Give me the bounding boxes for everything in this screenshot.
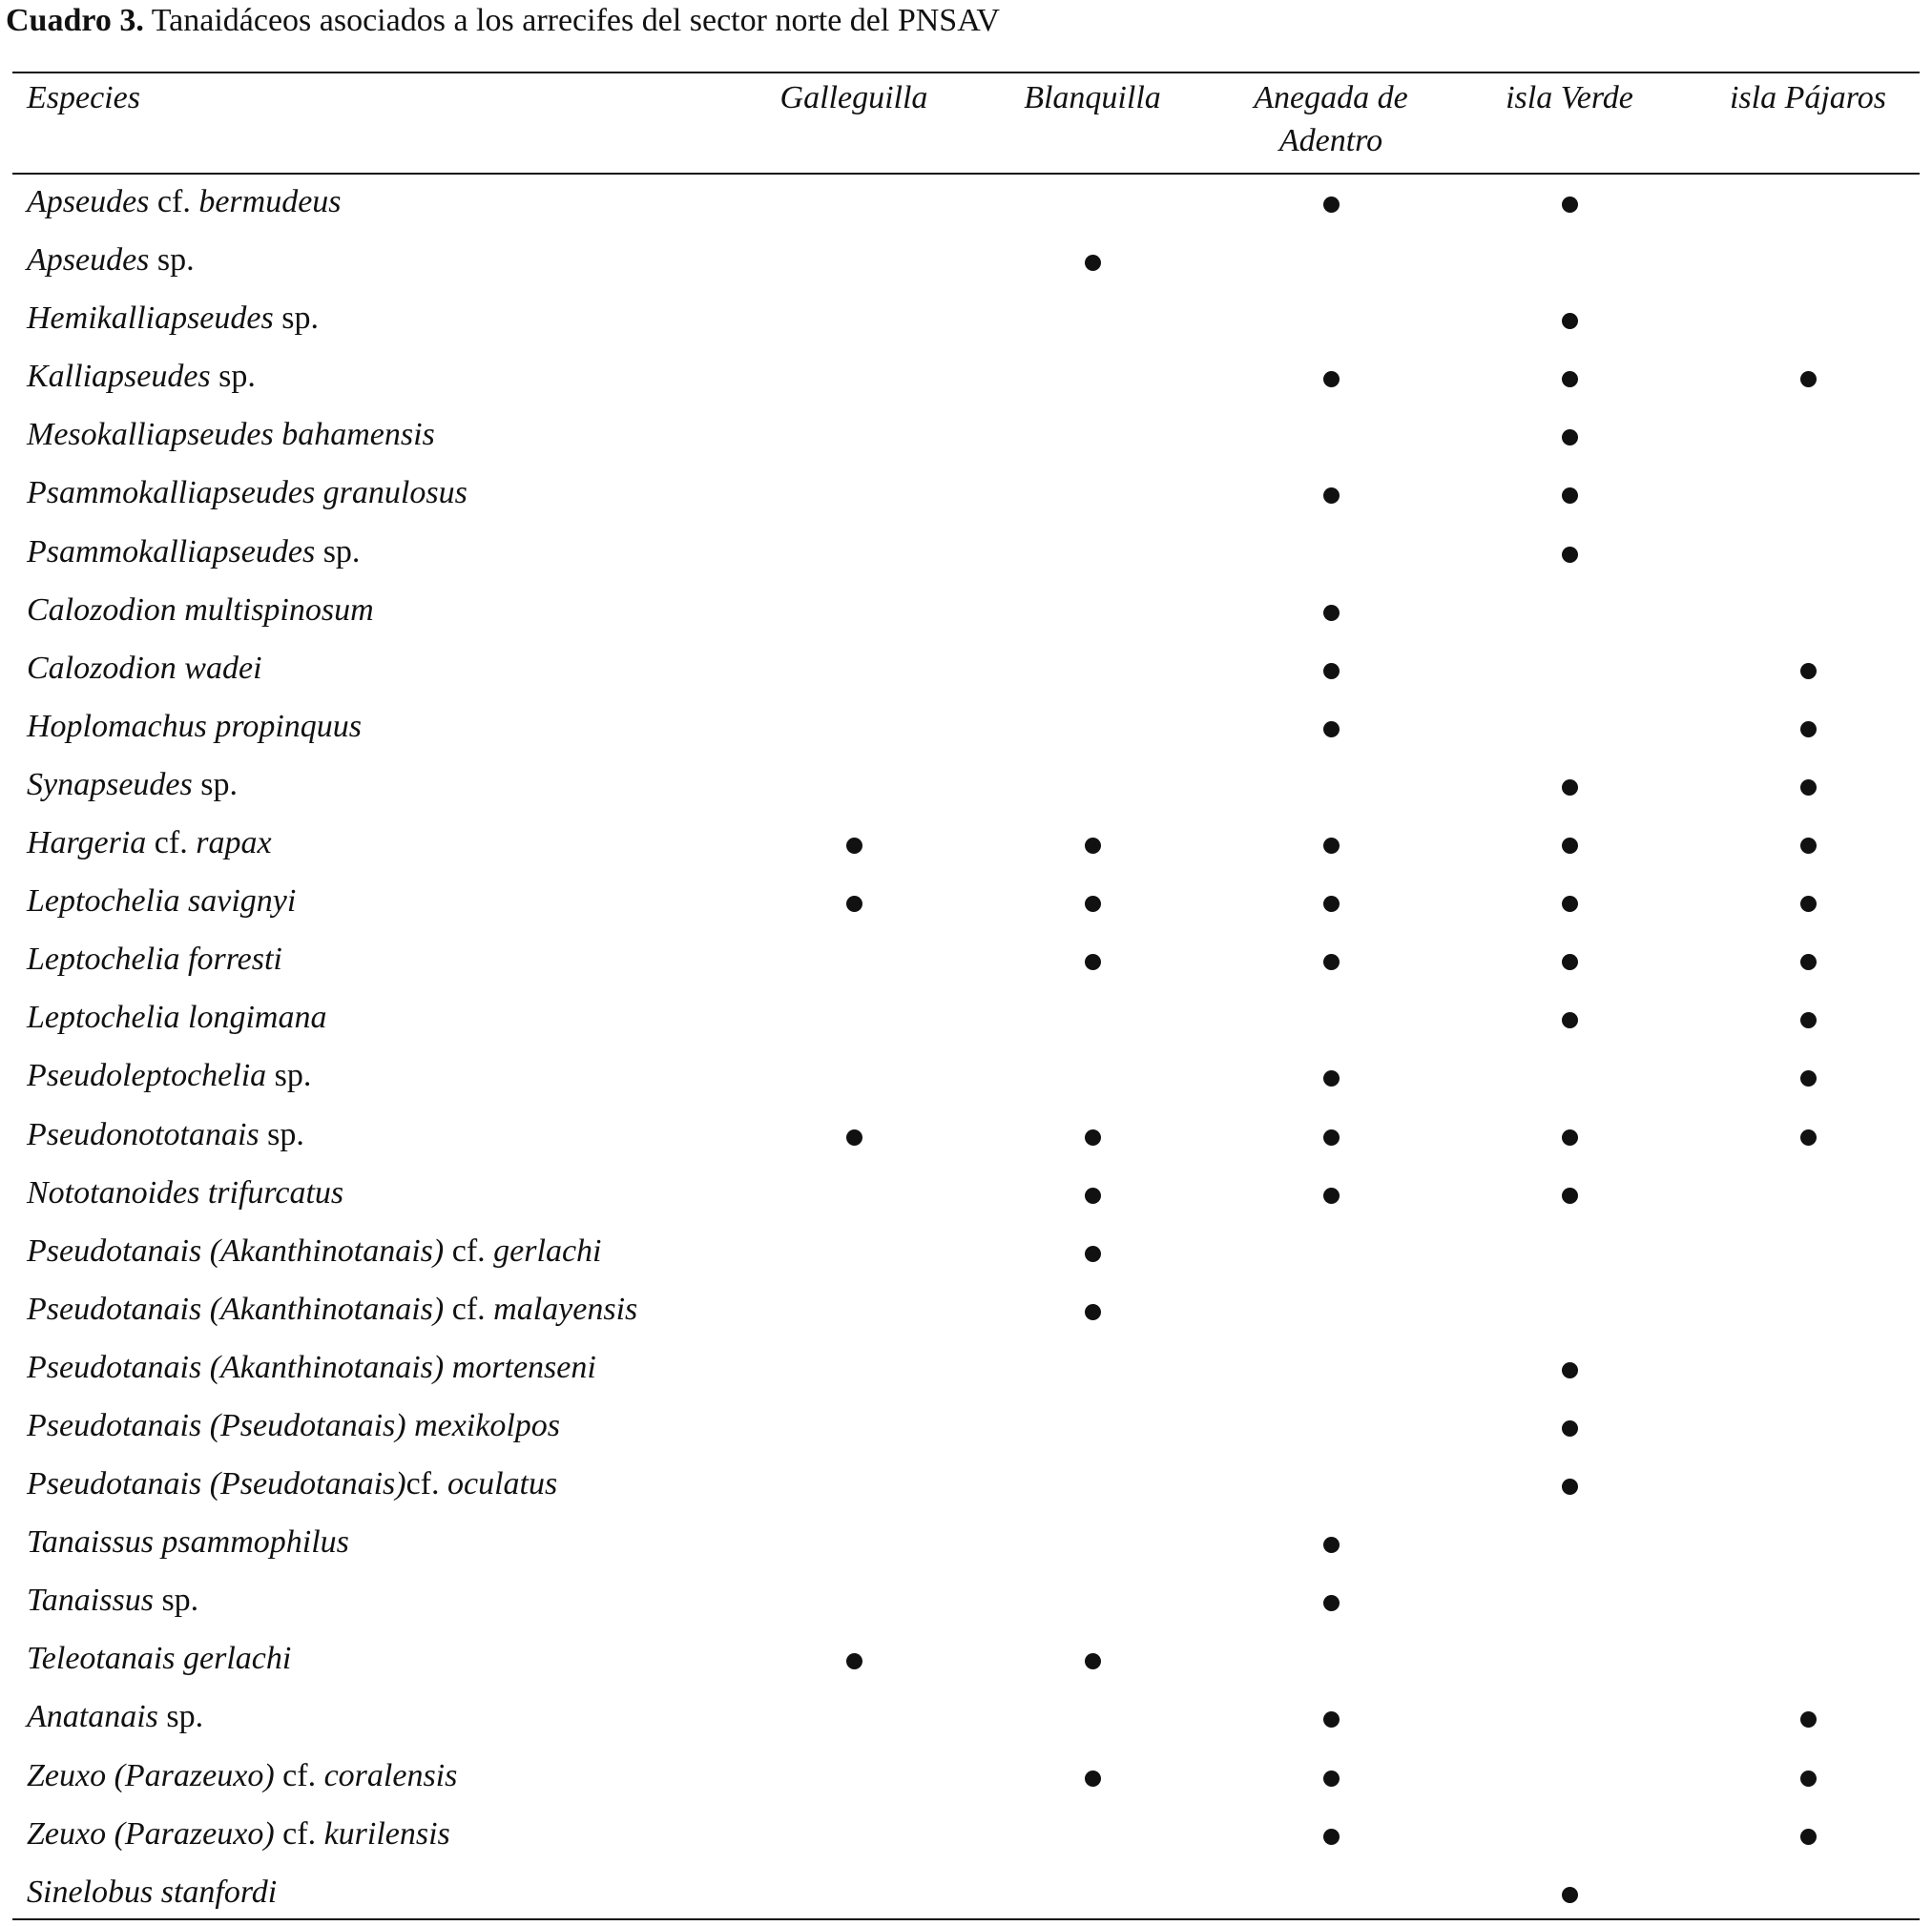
- table-row: [0, 1688, 1932, 1747]
- presence-dot-icon: [846, 1653, 862, 1669]
- header-line: Anegada de: [1254, 80, 1408, 115]
- table-row: [0, 174, 1932, 232]
- species-name-part: Tanaissus psammophilus: [27, 1524, 349, 1561]
- species-name-part: kurilensis: [323, 1815, 450, 1852]
- presence-dot-icon: [1323, 1771, 1340, 1787]
- table-row: [0, 1398, 1932, 1456]
- presence-dot-icon: [1323, 605, 1340, 621]
- species-name-part: Teleotanais gerlachi: [27, 1641, 292, 1677]
- species-name-part: Hargeria: [27, 825, 147, 861]
- species-name-part: malayensis: [493, 1291, 638, 1327]
- presence-dot-icon: [1323, 487, 1340, 504]
- table-row: [0, 815, 1932, 873]
- presence-dot-icon: [1562, 1479, 1578, 1495]
- header-species: Especies: [27, 80, 140, 115]
- species-name-part: cf.: [405, 1466, 447, 1502]
- presence-dot-icon: [1562, 371, 1578, 387]
- table-row: [0, 756, 1932, 815]
- species-name: [27, 1523, 349, 1562]
- table-caption: [6, 2, 1000, 40]
- presence-dot-icon: [1323, 1188, 1340, 1204]
- species-name-part: Psammokalliapseudes: [27, 533, 316, 570]
- presence-dot-icon: [1323, 1070, 1340, 1087]
- presence-dot-icon: [1800, 1129, 1817, 1146]
- presence-dot-icon: [1562, 429, 1578, 445]
- species-name-part: Hemikalliapseudes: [27, 300, 274, 337]
- species-name: [27, 1232, 601, 1271]
- presence-dot-icon: [1800, 954, 1817, 970]
- species-name-part: Leptochelia forresti: [27, 942, 282, 978]
- presence-dot-icon: [1323, 1711, 1340, 1728]
- species-name: [27, 1698, 203, 1736]
- species-name-part: Pseudotanais (Pseudotanais): [27, 1466, 406, 1502]
- species-name: [27, 708, 362, 746]
- header-site-isla-pajaros: [1689, 76, 1927, 119]
- presence-dot-icon: [1800, 838, 1817, 854]
- species-name: [27, 1874, 277, 1912]
- species-name-part: Leptochelia longimana: [27, 1000, 327, 1036]
- species-name-part: Pseudonototanais: [27, 1116, 260, 1152]
- table-row: [0, 698, 1932, 756]
- species-name: [27, 183, 342, 221]
- species-name-part: cf.: [444, 1232, 494, 1269]
- presence-dot-icon: [1085, 1129, 1101, 1146]
- presence-dot-icon: [846, 896, 862, 912]
- species-name: [27, 300, 319, 338]
- presence-dot-icon: [1323, 663, 1340, 679]
- species-name: [27, 882, 296, 921]
- table-row: [0, 1223, 1932, 1281]
- presence-dot-icon: [1323, 1129, 1340, 1146]
- species-name-part: Zeuxo (Parazeuxo): [27, 1815, 275, 1852]
- presence-dot-icon: [1085, 896, 1101, 912]
- species-name-part: cf.: [274, 1757, 324, 1793]
- table-row: [0, 1107, 1932, 1165]
- presence-dot-icon: [846, 838, 862, 854]
- table-row: [0, 406, 1932, 465]
- species-name-part: oculatus: [447, 1466, 558, 1502]
- header-line: Blanquilla: [1024, 80, 1161, 115]
- species-name-part: sp.: [153, 1583, 199, 1619]
- presence-dot-icon: [1085, 1304, 1101, 1320]
- presence-dot-icon: [1562, 1188, 1578, 1204]
- header-site-blanquilla: [973, 76, 1212, 119]
- header-line: isla Pájaros: [1729, 80, 1887, 115]
- species-name: [27, 1582, 198, 1620]
- presence-dot-icon: [1562, 1420, 1578, 1437]
- presence-dot-icon: [1562, 838, 1578, 854]
- species-name: [27, 941, 282, 979]
- presence-dot-icon: [1085, 954, 1101, 970]
- table-row: [0, 873, 1932, 931]
- presence-dot-icon: [1323, 1829, 1340, 1845]
- table-row: [0, 1339, 1932, 1398]
- table-row: [0, 524, 1932, 582]
- header-site-isla-verde: [1450, 76, 1689, 119]
- table-row: [0, 1806, 1932, 1864]
- species-name-part: Tanaissus: [27, 1583, 154, 1619]
- presence-dot-icon: [1323, 896, 1340, 912]
- header-site-anegada-de-adentro: [1212, 76, 1450, 162]
- presence-dot-icon: [1323, 954, 1340, 970]
- presence-dot-icon: [1800, 721, 1817, 737]
- table-bottom-rule: [12, 1918, 1920, 1920]
- presence-dot-icon: [1085, 1188, 1101, 1204]
- presence-dot-icon: [1085, 255, 1101, 271]
- presence-dot-icon: [1562, 197, 1578, 213]
- table-row: [0, 1572, 1932, 1630]
- presence-dot-icon: [1562, 547, 1578, 563]
- caption-label: Cuadro 3.: [6, 3, 144, 38]
- species-name: [27, 241, 195, 280]
- species-name: [27, 1116, 304, 1154]
- species-name-part: Apseudes: [27, 242, 150, 279]
- species-name-part: cf.: [444, 1291, 494, 1327]
- presence-dot-icon: [1323, 1537, 1340, 1553]
- species-name-part: coralensis: [323, 1757, 458, 1793]
- species-name-part: gerlachi: [493, 1232, 602, 1269]
- species-name-part: Mesokalliapseudes bahamensis: [27, 417, 435, 453]
- species-name: [27, 416, 435, 454]
- species-name: [27, 358, 256, 396]
- species-name: [27, 533, 360, 571]
- species-name-part: sp.: [192, 766, 238, 802]
- species-name-part: sp.: [210, 359, 256, 395]
- table-row: [0, 582, 1932, 640]
- presence-dot-icon: [1562, 779, 1578, 796]
- species-name-part: Kalliapseudes: [27, 359, 211, 395]
- presence-dot-icon: [1085, 1771, 1101, 1787]
- table-row: [0, 1864, 1932, 1922]
- caption-text: Tanaidáceos asociados a los arrecifes del sector norte del PNSAV: [143, 3, 1000, 38]
- species-name-part: Zeuxo (Parazeuxo): [27, 1757, 275, 1793]
- species-name: [27, 1174, 343, 1212]
- species-name-part: Hoplomachus propinquus: [27, 708, 363, 744]
- presence-dot-icon: [1085, 1653, 1101, 1669]
- species-name-part: bermudeus: [198, 184, 342, 219]
- presence-dot-icon: [1323, 371, 1340, 387]
- species-name-part: sp.: [149, 242, 195, 279]
- presence-dot-icon: [1562, 1129, 1578, 1146]
- header-line: Galleguilla: [779, 80, 928, 115]
- table-row: [0, 232, 1932, 290]
- species-name: [27, 1640, 291, 1678]
- presence-dot-icon: [1323, 1595, 1340, 1611]
- species-name-part: Calozodion multispinosum: [27, 591, 374, 628]
- species-name-part: sp.: [273, 300, 319, 337]
- table-row: [0, 465, 1932, 523]
- species-name-part: Psammokalliapseudes granulosus: [27, 475, 467, 511]
- table-row: [0, 1047, 1932, 1106]
- presence-dot-icon: [1562, 954, 1578, 970]
- species-name-part: Calozodion wadei: [27, 650, 262, 686]
- species-name: [27, 650, 262, 688]
- presence-dot-icon: [1800, 1070, 1817, 1087]
- species-name-part: sp.: [259, 1116, 304, 1152]
- table-body: [0, 174, 1932, 1922]
- presence-dot-icon: [1562, 1362, 1578, 1378]
- presence-dot-icon: [846, 1129, 862, 1146]
- presence-dot-icon: [1562, 1887, 1578, 1903]
- species-name-part: Pseudotanais (Akanthinotanais) mortenseni: [27, 1349, 596, 1385]
- table-row: [0, 989, 1932, 1047]
- presence-dot-icon: [1800, 1771, 1817, 1787]
- species-name-part: Pseudotanais (Akanthinotanais): [27, 1232, 445, 1269]
- species-name: [27, 1407, 560, 1445]
- presence-dot-icon: [1800, 896, 1817, 912]
- presence-dot-icon: [1085, 1246, 1101, 1262]
- species-name-part: cf.: [274, 1815, 324, 1852]
- species-name-part: Nototanoides trifurcatus: [27, 1174, 344, 1211]
- species-name: [27, 474, 467, 512]
- table-row: [0, 290, 1932, 348]
- table-row: [0, 1748, 1932, 1806]
- species-name-part: Synapseudes: [27, 766, 193, 802]
- header-line: Adentro: [1278, 123, 1383, 158]
- presence-dot-icon: [1800, 1012, 1817, 1028]
- presence-dot-icon: [1562, 487, 1578, 504]
- presence-dot-icon: [1323, 838, 1340, 854]
- species-name-part: Leptochelia savignyi: [27, 883, 297, 920]
- species-name-part: Apseudes: [27, 184, 150, 219]
- presence-dot-icon: [1800, 1829, 1817, 1845]
- presence-dot-icon: [1085, 838, 1101, 854]
- header-line: isla Verde: [1506, 80, 1633, 115]
- species-name-part: sp.: [315, 533, 361, 570]
- table-row: [0, 1165, 1932, 1223]
- species-name-part: Anatanais: [27, 1699, 158, 1735]
- species-name: [27, 766, 238, 804]
- presence-dot-icon: [1800, 663, 1817, 679]
- header-site-galleguilla: [735, 76, 973, 119]
- species-name: [27, 999, 326, 1037]
- presence-dot-icon: [1800, 1711, 1817, 1728]
- table-row: [0, 1456, 1932, 1514]
- presence-dot-icon: [1800, 779, 1817, 796]
- presence-dot-icon: [1323, 721, 1340, 737]
- presence-dot-icon: [1562, 896, 1578, 912]
- species-name-part: sp.: [157, 1699, 204, 1735]
- table-top-rule: [12, 72, 1920, 73]
- presence-dot-icon: [1323, 197, 1340, 213]
- species-name: [27, 824, 272, 862]
- presence-dot-icon: [1562, 1012, 1578, 1028]
- table-row: [0, 348, 1932, 406]
- species-name-part: Sinelobus stanfordi: [27, 1874, 278, 1910]
- table-row: [0, 1514, 1932, 1572]
- table-row: [0, 1281, 1932, 1339]
- species-name-part: Pseudotanais (Pseudotanais) mexikolpos: [27, 1407, 561, 1443]
- species-name: [27, 1465, 557, 1503]
- species-name: [27, 1291, 637, 1329]
- table-row: [0, 1630, 1932, 1688]
- species-name-part: Pseudoleptochelia: [27, 1058, 267, 1094]
- species-name: [27, 1815, 450, 1854]
- species-name: [27, 1349, 596, 1387]
- species-name-part: cf.: [146, 825, 197, 861]
- species-name-part: cf.: [149, 184, 199, 219]
- table-row: [0, 931, 1932, 989]
- presence-dot-icon: [1800, 371, 1817, 387]
- species-name-part: Pseudotanais (Akanthinotanais): [27, 1291, 445, 1327]
- species-name: [27, 1757, 457, 1795]
- species-name: [27, 1057, 311, 1095]
- species-name-part: rapax: [196, 825, 272, 861]
- species-name: [27, 591, 374, 630]
- table-row: [0, 640, 1932, 698]
- presence-dot-icon: [1562, 313, 1578, 329]
- species-name-part: sp.: [266, 1058, 312, 1094]
